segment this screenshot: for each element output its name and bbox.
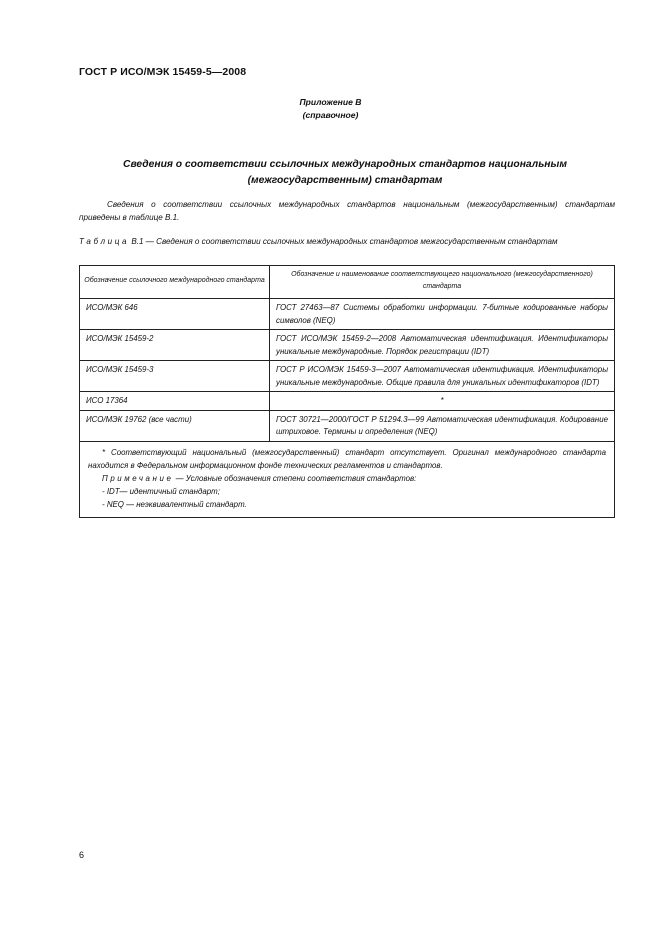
table-footnote: * Соответствующий национальный (межгосударственный) стандарт отсутствует. Оригинал международного стандарта находится в Федеральном информационном фонде технических регламентов и стандартов. [88,447,606,470]
table-row [80,299,615,330]
intro-text: Сведения о соответствии ссылочных международных стандартов национальным (межгосударственным) стандартам приведены в таблице В.1. [79,200,615,222]
note-item-neq: - NEQ — неэквивалентный стандарт. [102,499,247,509]
note-item-idt: - IDT— идентичный стандарт; [102,486,220,496]
annex-title: Приложение В [299,97,362,107]
national-cell: ГОСТ 30721—2000/ГОСТ Р 51294.3—99 Автоматическая идентификация. Кодирование штриховое. Термины и определения (NEQ) [270,410,615,441]
ref-cell: ИСО/МЭК 15459-3 [80,361,270,392]
table-caption-word: Таблица [79,237,130,246]
table-header-row [80,266,615,299]
annex-heading [0,96,661,122]
annex-subtitle: (справочное) [302,110,359,120]
note-heading [88,472,606,485]
header-ref-standard: Обозначение ссылочного международного стандарта [80,266,270,299]
national-cell: ГОСТ Р ИСО/МЭК 15459-3—2007 Автоматическая идентификация. Идентификаторы уникальные международные. Общие правила для уникальных идентификаторов (IDT) [270,361,615,392]
section-title [90,157,600,189]
table-row [80,330,615,361]
table-note-row [80,441,615,517]
table-caption-text: В.1 — Сведения о соответствии ссылочных международных стандартов межгосударственным стандартам [131,237,558,246]
note-text: — Условные обозначения степени соответствия стандартов: [175,473,417,483]
standards-correspondence-table [79,265,615,518]
document-code-header: ГОСТ Р ИСО/МЭК 15459-5—2008 [79,66,247,78]
ref-cell: ИСО 17364 [80,392,270,411]
table-row [80,392,615,411]
note-word: Примечание [102,473,174,483]
intro-paragraph [79,198,615,224]
ref-cell: ИСО/МЭК 15459-2 [80,330,270,361]
header-national-standard: Обозначение и наименование соответствующего национального (межгосударственного) стандарта [270,266,615,299]
national-cell: ГОСТ 27463—87 Системы обработки информации. 7-битные кодированные наборы символов (NEQ) [270,299,615,330]
section-title-line-1: Сведения о соответствии ссылочных международных стандартов национальным [123,159,567,170]
table-note-cell [80,441,615,517]
ref-cell: ИСО/МЭК 646 [80,299,270,330]
ref-cell: ИСО/МЭК 19762 (все части) [80,410,270,441]
national-cell: ГОСТ ИСО/МЭК 15459-2—2008 Автоматическая идентификация. Идентификаторы уникальные международные. Порядок регистрации (IDT) [270,330,615,361]
page-number: 6 [79,850,85,860]
table-row [80,410,615,441]
section-title-line-2: (межгосударственным) стандартам [247,175,443,186]
table-caption [79,236,615,248]
national-cell: * [270,392,615,411]
table-row [80,361,615,392]
